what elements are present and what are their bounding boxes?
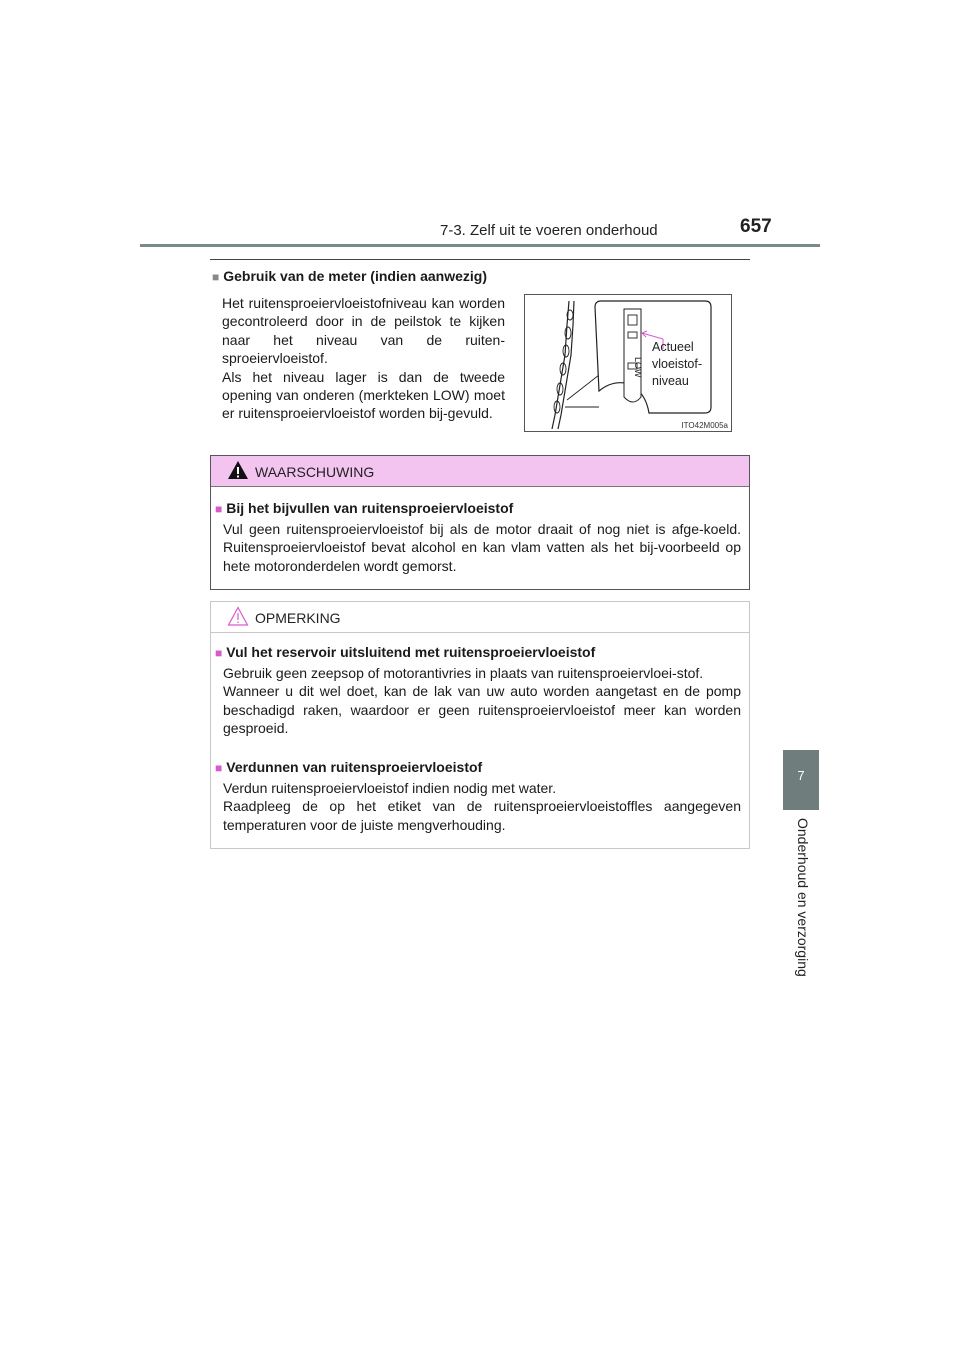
square-bullet-icon: ■ <box>215 502 223 516</box>
note-item-text-1: Verdun ruitensproeiervloeistof indien nodig met water. <box>223 780 557 796</box>
section-rule <box>210 259 750 260</box>
running-header-title: 7-3. Zelf uit te voeren onderhoud <box>440 222 658 239</box>
caution-triangle-icon <box>227 606 249 626</box>
note-box <box>210 601 750 849</box>
square-bullet-icon: ■ <box>212 270 220 284</box>
section-heading-text: Gebruik van de meter (indien aanwezig) <box>223 268 487 284</box>
warning-triangle-icon <box>227 460 249 480</box>
note-item-heading-text: Verdunnen van ruitensproeiervloeistof <box>226 759 483 775</box>
section-body <box>222 294 505 423</box>
header-rule <box>140 244 820 247</box>
chapter-tab[interactable] <box>783 750 819 810</box>
note-title: OPMERKING <box>255 610 341 626</box>
note-item-text-2: Raadpleeg de op het etiket van de ruitensproeiervloeistoffles aangegeven temperaturen voor de juiste mengverhouding. <box>223 798 741 833</box>
square-bullet-icon: ■ <box>215 761 223 775</box>
figure-caption-line-1: Actueel <box>652 340 694 354</box>
note-header <box>211 602 749 633</box>
page-number: 657 <box>740 216 772 237</box>
note-item-heading <box>215 759 482 775</box>
warning-text: Vul geen ruitensproeiervloeistof bij als de motor draait of nog niet is afge-koeld. Ruitensproeiervloeistof bevat alcohol en kan vlam vatten als het bij-voorbeeld op hete motoronderdelen wordt gemorst. <box>223 521 741 574</box>
dipstick-figure <box>524 294 732 432</box>
chapter-side-title: Onderhoud en verzorging <box>795 818 811 977</box>
note-item-text-2: Wanneer u dit wel doet, kan de lak van uw auto worden aangetast en de pomp beschadigd raken, waardoor er geen ruitensproeiervloeistof meer kan worden gesproeid. <box>223 683 741 737</box>
warning-header <box>211 456 749 487</box>
note-item-text-1: Gebruik geen zeepsop of motorantivries in plaats van ruitensproeiervloei-stof. <box>223 665 704 681</box>
warning-title: WAARSCHUWING <box>255 464 375 480</box>
figure-caption <box>652 339 702 390</box>
figure-code: ITO42M005a <box>681 421 728 430</box>
figure-caption-line-2: vloeistof- <box>652 357 703 371</box>
chapter-tab-number: 7 <box>797 768 805 783</box>
warning-heading <box>215 500 513 516</box>
section-paragraph-1: Het ruitensproeiervloeistofniveau kan worden gecontroleerd door in de peilstok te kijken naar het niveau van de ruiten-sproeiervloeistof. <box>222 295 505 367</box>
square-bullet-icon: ■ <box>215 646 223 660</box>
low-marker-label: LOW <box>633 357 643 378</box>
warning-box <box>210 455 750 590</box>
note-item-text <box>223 779 741 834</box>
note-item-text <box>223 664 741 738</box>
warning-heading-text: Bij het bijvullen van ruitensproeiervloeistof <box>226 500 514 516</box>
section-paragraph-2: Als het niveau lager is dan de tweede opening van onderen (merkteken LOW) moet er ruitensproeiervloeistof worden bij-gevuld. <box>222 368 505 422</box>
note-item-heading <box>215 644 595 660</box>
section-heading <box>212 268 487 284</box>
figure-caption-line-3: niveau <box>652 374 689 388</box>
note-item-heading-text: Vul het reservoir uitsluitend met ruitensproeiervloeistof <box>226 644 596 660</box>
